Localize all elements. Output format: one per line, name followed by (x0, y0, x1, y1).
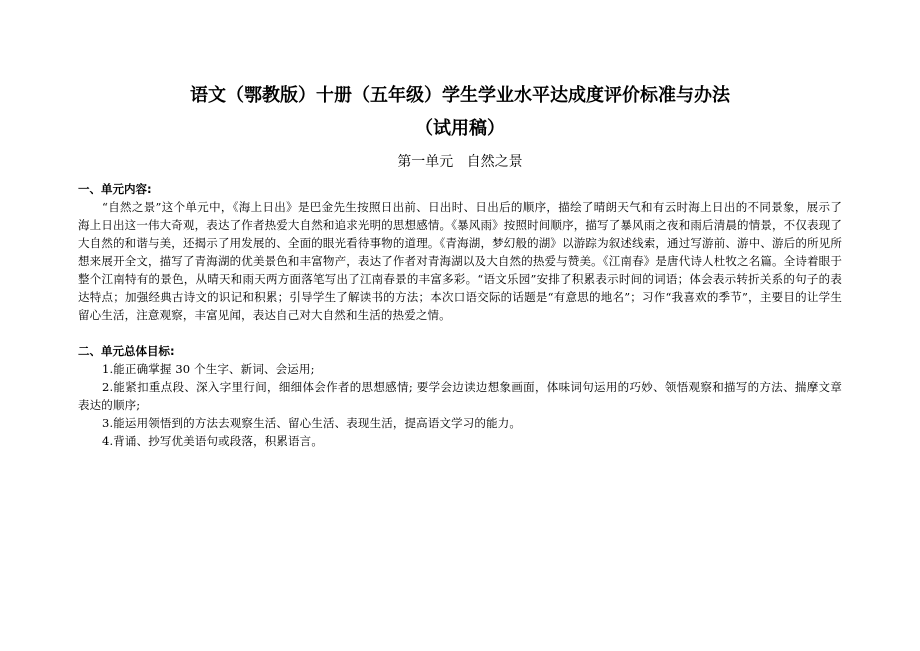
unit-name: 自然之景 (466, 154, 523, 170)
document-page (78, 0, 842, 651)
unit-content-heading: 一、单元内容: (78, 182, 152, 196)
goal-item: 3.能运用领悟到的方法去观察生活、留心生活、表现生活，提高语文学习的能力。 (102, 416, 522, 430)
unit-content-paragraph: “自然之景”这个单元中，《海上日出》是巴金先生按照日出前、日出时、日出后的顺序，描绘了晴朗天气和有云时海上日出的不同景象，展示了海上日出这一伟大奇观，表达了作者热爱大自然和追求光明的思想感情。《暴风雨》按照时间顺序，描写了暴风雨之夜和雨后清晨的情景，不仅表现了大自然的和谐与美，还揭示了用发展的、全面的眼光看待事物的道理。《青海湖，梦幻般的湖》以游踪为叙述线索，通过写游前、游中、游后的所见所想来展开全文，描写了青海湖的优美景色和丰富物产，表达了作者对青海湖以及大自然的热爱与赞美。《江南春》是唐代诗人杜牧之名篇。全诗着眼于整个江南特有的景色，从晴天和雨天两方面落笔写出了江南春景的丰富多彩。“语文乐园”安排了积累表示时间的词语；体会表示转折关系的句子的表达特点；加强经典古诗文的识记和积累；引导学生了解读书的方法；本次口语交际的话题是“有意思的地名”；习作“我喜欢的季节”，主要目的让学生留心生活，注意观察，丰富见闻，表达自己对大自然和生活的热爱之情。 (78, 200, 842, 322)
goals-list (78, 360, 842, 450)
goal-item: 2.能紧扣重点段、深入字里行间，细细体会作者的思想感情; 要学会边读边想象画面，体味词句运用的巧妙、领悟观察和描写的方法、揣摩文章表达的顺序; (78, 380, 842, 412)
document-title: 语文（鄂教版）十册（五年级）学生学业水平达成度评价标准与办法 (190, 85, 730, 106)
goal-item: 4.背诵、抄写优美语句或段落，积累语言。 (102, 434, 323, 448)
goal-item: 1.能正确掌握 30 个生字、新词、会运用; (102, 362, 315, 376)
unit-goals-heading: 二、单元总体目标: (78, 344, 175, 358)
unit-title (78, 152, 842, 172)
unit-number: 第一单元 (397, 154, 454, 170)
document-subtitle: （试用稿） (415, 118, 505, 139)
unit-goals-section (78, 342, 842, 450)
unit-content-section (78, 180, 842, 324)
